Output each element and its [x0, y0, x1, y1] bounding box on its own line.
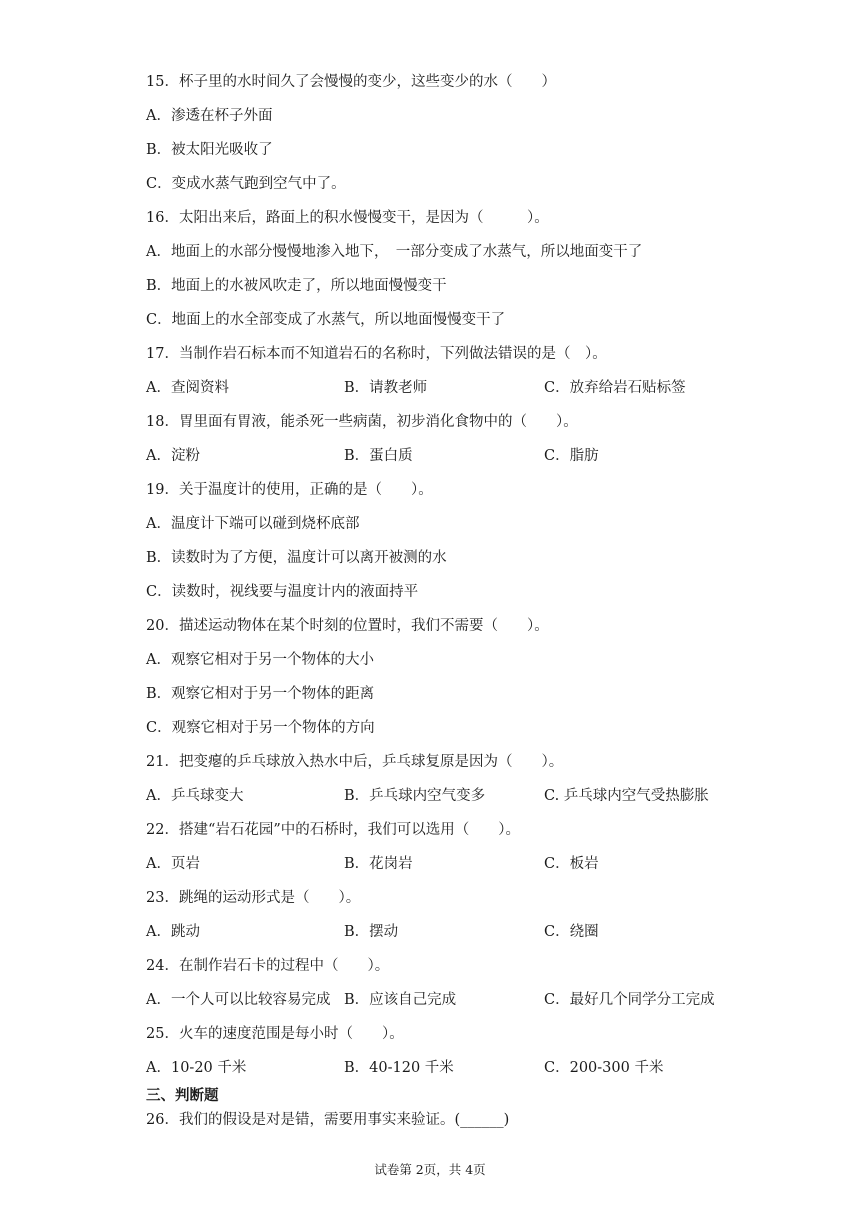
question-24: 24．在制作岩石卡的过程中（ ）。 — [146, 958, 390, 974]
question-20: 20．描述运动物体在某个时刻的位置时，我们不需要（ ）。 — [146, 618, 549, 634]
q19-option-c: C．读数时，视线要与温度计内的液面持平 — [146, 584, 419, 600]
q21-option-c: C. 乒乓球内空气受热膨胀 — [544, 788, 709, 804]
q21-option-a: A．乒乓球变大 — [146, 788, 244, 804]
q16-option-a: A．地面上的水部分慢慢地渗入地下， 一部分变成了水蒸气，所以地面变干了 — [146, 244, 643, 260]
q17-option-a: A．查阅资料 — [146, 380, 229, 396]
q20-option-a: A．观察它相对于另一个物体的大小 — [146, 652, 374, 668]
question-18: 18．胃里面有胃液，能杀死一些病菌，初步消化食物中的（ ）。 — [146, 414, 578, 430]
page-footer: 试卷第 2页，共 4页 — [374, 1162, 486, 1177]
q15-option-c: C．变成水蒸气跑到空气中了。 — [146, 176, 346, 192]
question-22: 22．搭建“岩石花园”中的石桥时，我们可以选用（ ）。 — [146, 822, 521, 838]
q22-option-b: B．花岗岩 — [344, 856, 413, 872]
q25-option-b: B．40-120 千米 — [344, 1060, 454, 1076]
question-25: 25．火车的速度范围是每小时（ ）。 — [146, 1026, 404, 1042]
q19-option-a: A．温度计下端可以碰到烧杯底部 — [146, 516, 360, 532]
q23-option-b: B．摆动 — [344, 924, 399, 940]
q20-option-b: B．观察它相对于另一个物体的距离 — [146, 686, 375, 702]
q21-option-b: B．乒乓球内空气变多 — [344, 788, 486, 804]
question-15: 15．杯子里的水时间久了会慢慢的变少，这些变少的水（ ） — [146, 74, 556, 90]
q23-option-a: A．跳动 — [146, 924, 200, 940]
question-23: 23．跳绳的运动形式是（ ）。 — [146, 890, 361, 906]
section-heading-judgement: 三、判断题 — [146, 1088, 219, 1104]
q22-option-a: A．页岩 — [146, 856, 200, 872]
q18-option-b: B．蛋白质 — [344, 448, 413, 464]
question-21: 21．把变瘪的乒乓球放入热水中后，乒乓球复原是因为（ ）。 — [146, 754, 564, 770]
q17-option-c: C．放弃给岩石贴标签 — [544, 380, 686, 396]
q24-option-a: A．一个人可以比较容易完成 — [146, 992, 331, 1008]
q16-option-b: B．地面上的水被风吹走了，所以地面慢慢变干 — [146, 278, 447, 294]
q23-option-c: C．绕圈 — [544, 924, 599, 940]
question-17: 17．当制作岩石标本而不知道岩石的名称时，下列做法错误的是（ ）。 — [146, 346, 607, 362]
q22-option-c: C．板岩 — [544, 856, 599, 872]
q19-option-b: B．读数时为了方便，温度计可以离开被测的水 — [146, 550, 447, 566]
q18-option-c: C．脂肪 — [544, 448, 599, 464]
q24-option-c: C．最好几个同学分工完成 — [544, 992, 715, 1008]
question-16: 16．太阳出来后，路面上的积水慢慢变干，是因为（ ）。 — [146, 210, 549, 226]
question-19: 19．关于温度计的使用，正确的是（ ）。 — [146, 482, 433, 498]
q18-option-a: A．淀粉 — [146, 448, 200, 464]
q25-option-a: A．10-20 千米 — [146, 1060, 247, 1076]
q24-option-b: B．应该自己完成 — [344, 992, 457, 1008]
q15-option-b: B．被太阳光吸收了 — [146, 142, 273, 158]
q20-option-c: C．观察它相对于另一个物体的方向 — [146, 720, 375, 736]
q15-option-a: A．渗透在杯子外面 — [146, 108, 273, 124]
question-26: 26．我们的假设是对是错，需要用事实来验证。(______) — [146, 1112, 510, 1128]
q16-option-c: C．地面上的水全部变成了水蒸气，所以地面慢慢变干了 — [146, 312, 506, 328]
q17-option-b: B．请教老师 — [344, 380, 428, 396]
q25-option-c: C．200-300 千米 — [544, 1060, 664, 1076]
